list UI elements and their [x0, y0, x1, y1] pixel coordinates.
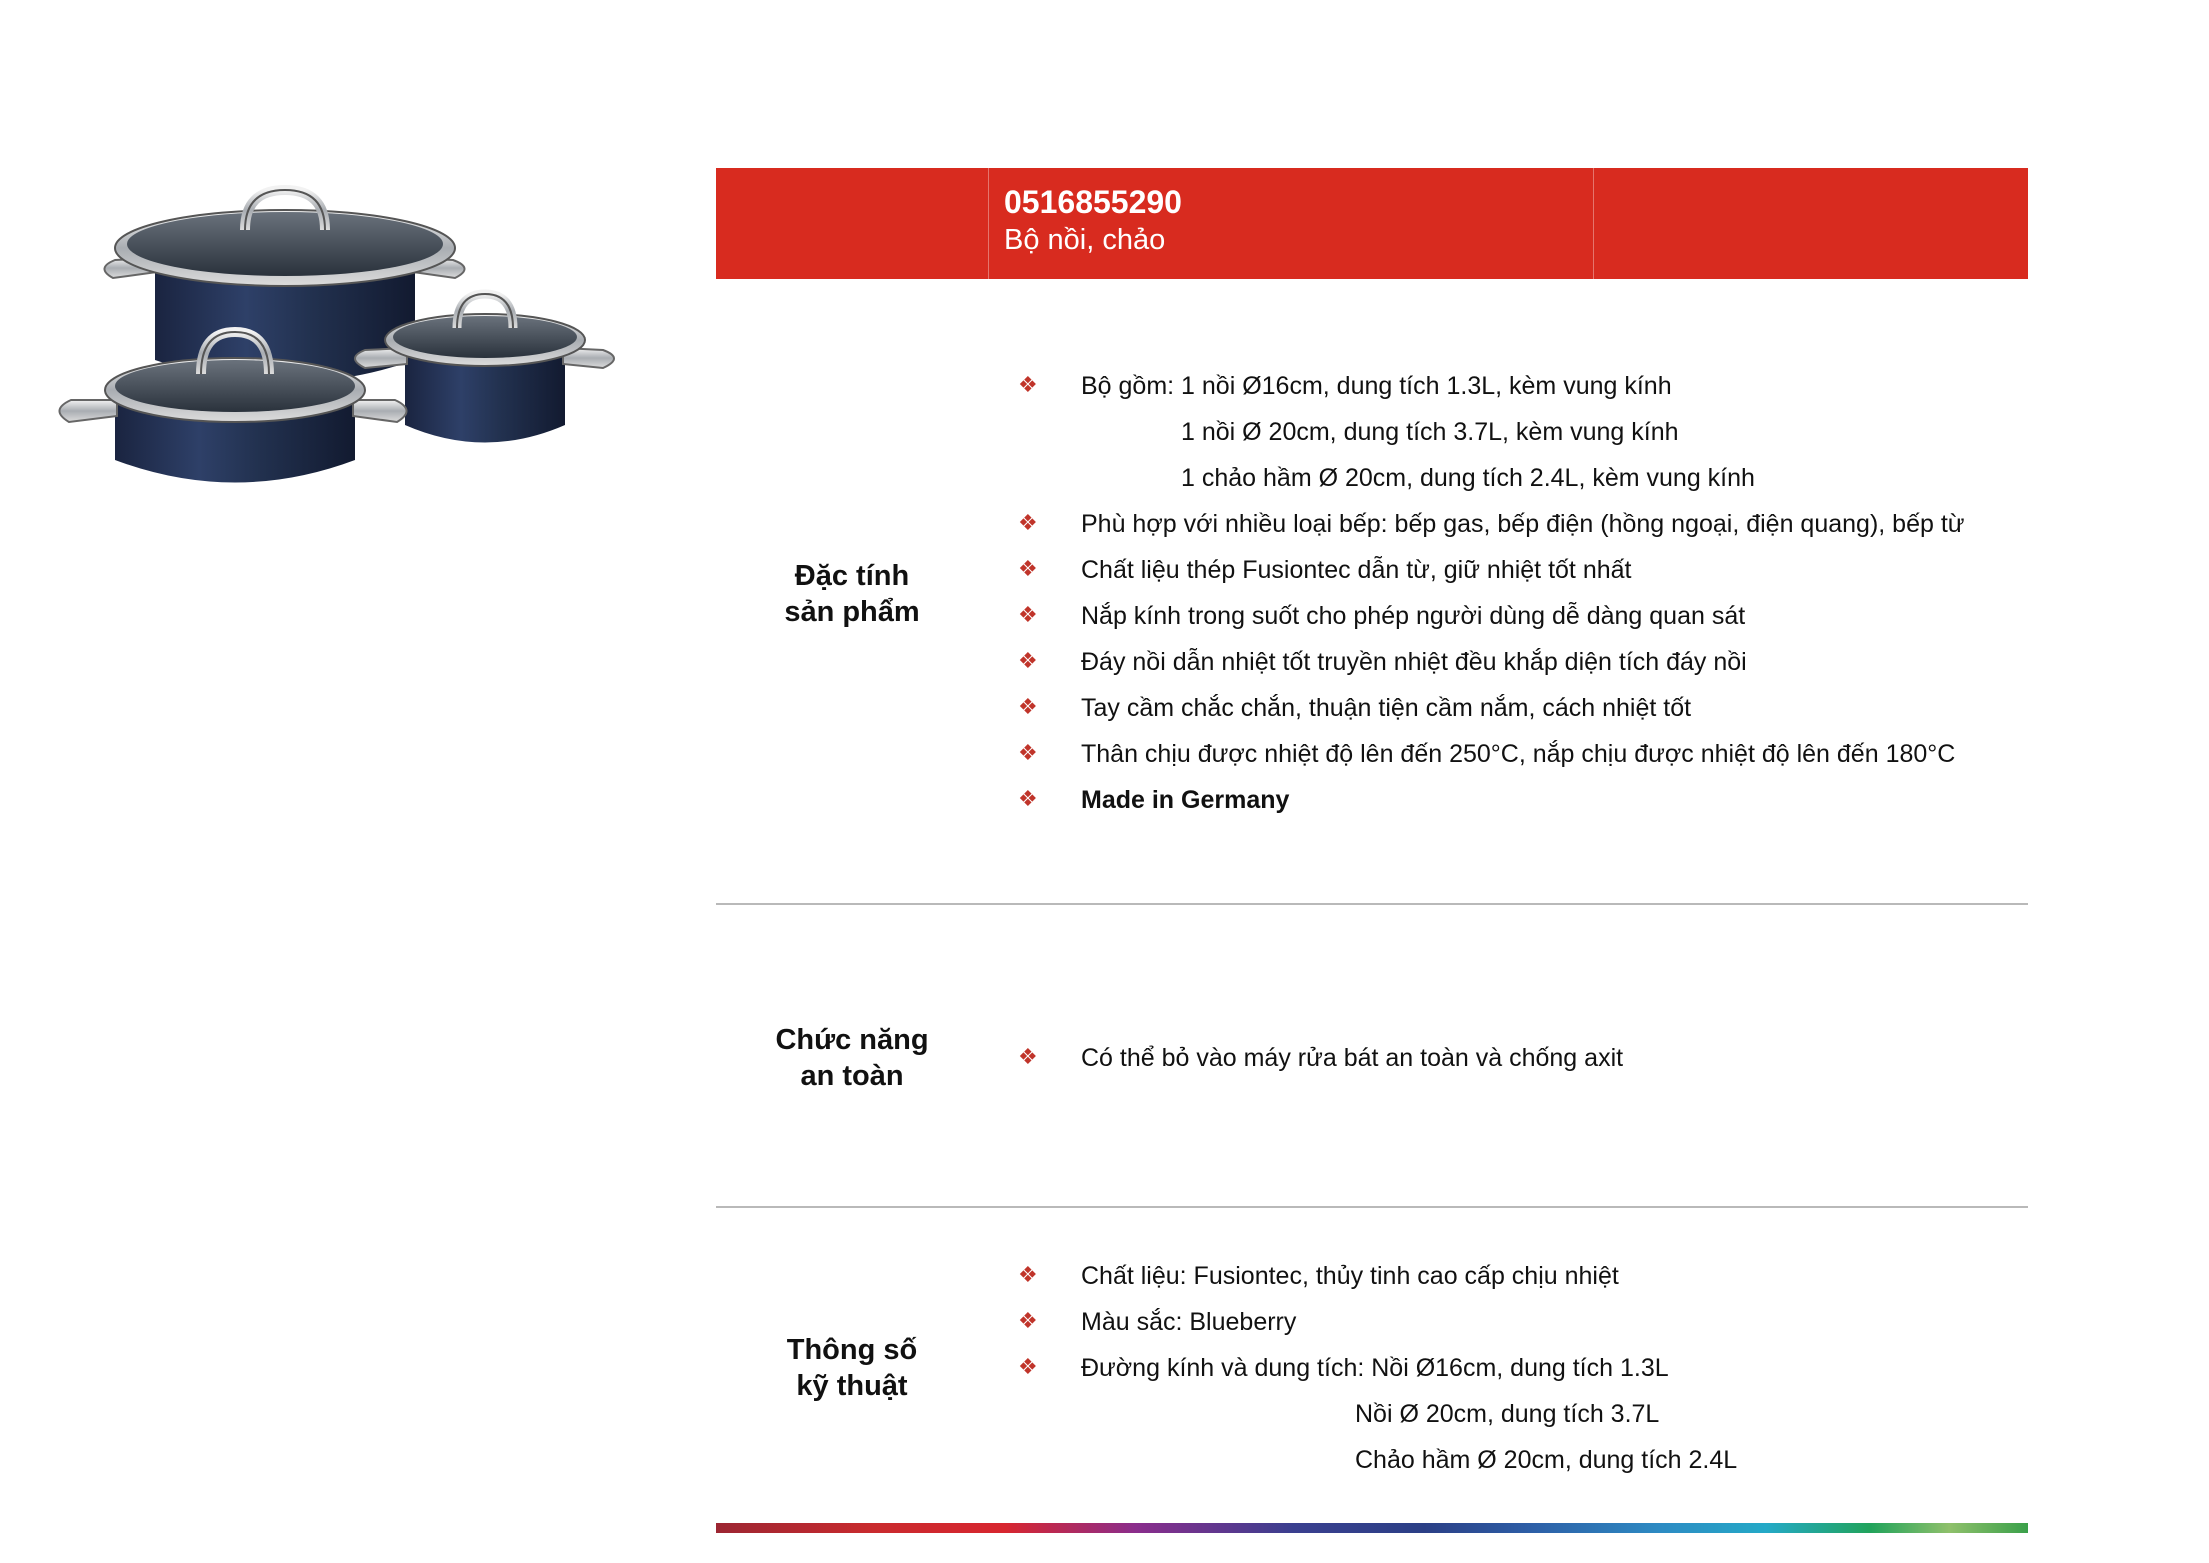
section-label-safety: Chức năng an toàn	[775, 1024, 929, 1092]
header-divider	[1593, 168, 1594, 279]
diamond-bullet-icon: ❖	[1018, 1354, 1038, 1379]
list-item: Đường kính và dung tích: Nồi Ø16cm, dung tích 1.3L	[1081, 1354, 1669, 1382]
header-divider	[988, 168, 989, 279]
product-code: 0516855290	[1004, 184, 1182, 220]
list-item: Phù hợp với nhiều loại bếp: bếp gas, bếp điện (hồng ngoại, điện quang), bếp từ	[1081, 510, 1965, 538]
section-divider	[716, 1206, 2028, 1208]
brand-color-bar	[716, 1523, 2028, 1533]
section-divider	[716, 903, 2028, 905]
header-bar	[716, 168, 2028, 279]
list-item: Made in Germany	[1081, 786, 1290, 814]
diamond-bullet-icon: ❖	[1018, 694, 1038, 719]
section-label-specs: Thông số kỹ thuật	[786, 1334, 918, 1402]
list-item: Thân chịu được nhiệt độ lên đến 250°C, nắp chịu được nhiệt độ lên đến 180°C	[1081, 740, 1956, 768]
list-item: 1 nồi Ø 20cm, dung tích 3.7L, kèm vung kính	[1181, 418, 1679, 446]
list-item: Nắp kính trong suốt cho phép người dùng dễ dàng quan sát	[1081, 602, 1746, 630]
list-item: Có thể bỏ vào máy rửa bát an toàn và chống axit	[1081, 1044, 1624, 1072]
diamond-bullet-icon: ❖	[1018, 602, 1038, 627]
list-item: Nồi Ø 20cm, dung tích 3.7L	[1355, 1400, 1660, 1428]
list-item: 1 chảo hầm Ø 20cm, dung tích 2.4L, kèm vung kính	[1181, 464, 1755, 492]
section-label-features: Đặc tính sản phẩm	[784, 560, 920, 628]
list-item: Màu sắc: Blueberry	[1081, 1308, 1297, 1336]
diamond-bullet-icon: ❖	[1018, 786, 1038, 811]
diamond-bullet-icon: ❖	[1018, 1044, 1038, 1069]
list-item: Chất liệu thép Fusiontec dẫn từ, giữ nhiệt tốt nhất	[1081, 556, 1632, 584]
diamond-bullet-icon: ❖	[1018, 372, 1038, 397]
diamond-bullet-icon: ❖	[1018, 1308, 1038, 1333]
diamond-bullet-icon: ❖	[1018, 1262, 1038, 1287]
list-item: Chảo hầm Ø 20cm, dung tích 2.4L	[1355, 1446, 1738, 1474]
product-subtitle: Bộ nồi, chảo	[1004, 224, 1166, 256]
diamond-bullet-icon: ❖	[1018, 556, 1038, 581]
diamond-bullet-icon: ❖	[1018, 510, 1038, 535]
cookware-set-image	[55, 160, 655, 520]
list-item: Chất liệu: Fusiontec, thủy tinh cao cấp chịu nhiệt	[1081, 1262, 1619, 1290]
list-item: Tay cầm chắc chắn, thuận tiện cầm nắm, cách nhiệt tốt	[1081, 694, 1692, 722]
list-item: Đáy nồi dẫn nhiệt tốt truyền nhiệt đều khắp diện tích đáy nồi	[1081, 648, 1747, 676]
list-item: Bộ gồm: 1 nồi Ø16cm, dung tích 1.3L, kèm vung kính	[1081, 372, 1672, 400]
diamond-bullet-icon: ❖	[1018, 740, 1038, 765]
diamond-bullet-icon: ❖	[1018, 648, 1038, 673]
